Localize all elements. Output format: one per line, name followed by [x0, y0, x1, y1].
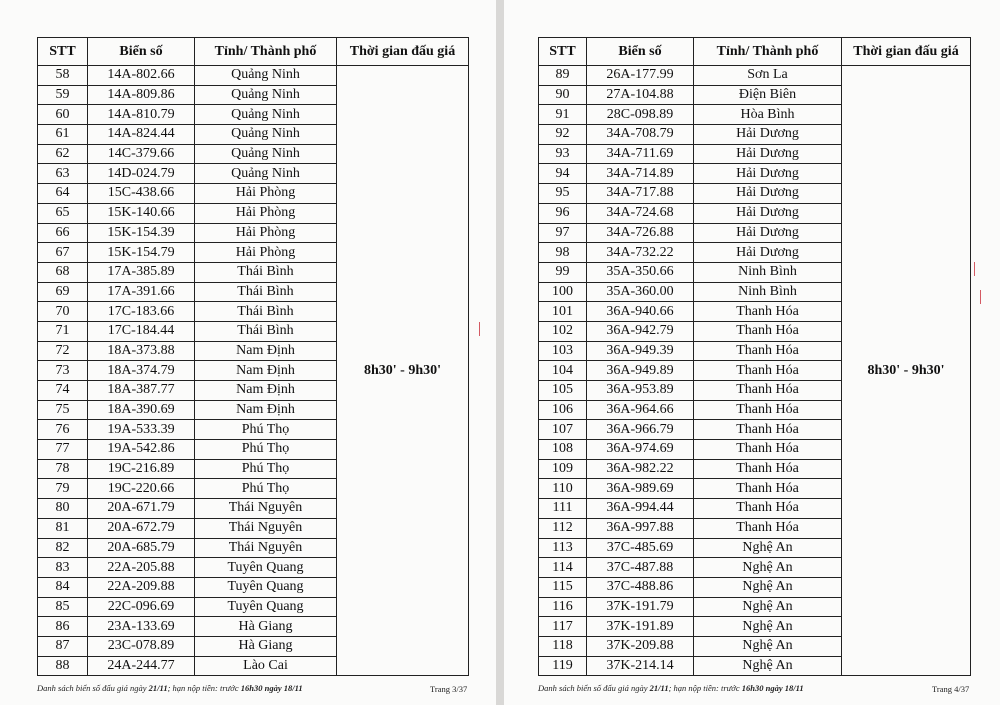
- header-plate-number: Biển số: [587, 38, 694, 66]
- cell-plate-number: 15K-140.66: [88, 203, 195, 223]
- cell-plate-number: 36A-997.88: [587, 518, 694, 538]
- cell-stt: 72: [38, 341, 88, 361]
- cell-plate-number: 17A-391.66: [88, 282, 195, 302]
- cell-province: Nam Định: [195, 361, 337, 381]
- cell-stt: 66: [38, 223, 88, 243]
- cell-province: Thanh Hóa: [694, 420, 842, 440]
- cell-province: Quảng Ninh: [195, 105, 337, 125]
- cell-stt: 63: [38, 164, 88, 184]
- cell-stt: 109: [539, 459, 587, 479]
- cell-stt: 110: [539, 479, 587, 499]
- cell-province: Hòa Bình: [694, 105, 842, 125]
- cell-stt: 93: [539, 144, 587, 164]
- cell-plate-number: 20A-685.79: [88, 538, 195, 558]
- cell-plate-number: 20A-672.79: [88, 518, 195, 538]
- cell-plate-number: 14C-379.66: [88, 144, 195, 164]
- cell-province: Quảng Ninh: [195, 85, 337, 105]
- cell-stt: 100: [539, 282, 587, 302]
- cell-plate-number: 34A-726.88: [587, 223, 694, 243]
- cell-plate-number: 36A-940.66: [587, 302, 694, 322]
- table-header-row: [38, 38, 469, 66]
- cell-stt: 117: [539, 617, 587, 637]
- cell-plate-number: 14D-024.79: [88, 164, 195, 184]
- cell-province: Thanh Hóa: [694, 302, 842, 322]
- cell-province: Thái Bình: [195, 302, 337, 322]
- cell-plate-number: 36A-989.69: [587, 479, 694, 499]
- cell-province: Hải Dương: [694, 164, 842, 184]
- cell-plate-number: 36A-982.22: [587, 459, 694, 479]
- cell-stt: 119: [539, 656, 587, 676]
- cell-province: Thái Bình: [195, 321, 337, 341]
- cell-stt: 84: [38, 577, 88, 597]
- plate-table: [538, 37, 971, 676]
- auction-time-slot: 8h30' - 9h30': [337, 66, 469, 676]
- cell-province: Thái Nguyên: [195, 538, 337, 558]
- cell-stt: 60: [38, 105, 88, 125]
- cell-province: Nam Định: [195, 341, 337, 361]
- cell-province: Hải Dương: [694, 203, 842, 223]
- cell-plate-number: 22A-205.88: [88, 558, 195, 578]
- cell-plate-number: 37K-191.79: [587, 597, 694, 617]
- cell-province: Nghệ An: [694, 597, 842, 617]
- cell-plate-number: 18A-387.77: [88, 381, 195, 401]
- cell-plate-number: 23C-078.89: [88, 636, 195, 656]
- cell-stt: 91: [539, 105, 587, 125]
- table-row: [539, 66, 971, 86]
- cell-plate-number: 36A-964.66: [587, 400, 694, 420]
- cell-plate-number: 15K-154.39: [88, 223, 195, 243]
- cell-stt: 78: [38, 459, 88, 479]
- cell-stt: 74: [38, 381, 88, 401]
- cell-province: Thanh Hóa: [694, 499, 842, 519]
- page-footer-note: [538, 683, 804, 693]
- cell-stt: 73: [38, 361, 88, 381]
- header-auction-time: Thời gian đấu giá: [337, 38, 469, 66]
- document-page-right: [504, 0, 1000, 705]
- cell-province: Thanh Hóa: [694, 400, 842, 420]
- cell-stt: 102: [539, 321, 587, 341]
- cell-plate-number: 37K-214.14: [587, 656, 694, 676]
- cell-province: Hải Phòng: [195, 184, 337, 204]
- header-plate-number: Biển số: [88, 38, 195, 66]
- red-ink-mark: [980, 290, 986, 304]
- cell-plate-number: 19C-220.66: [88, 479, 195, 499]
- cell-stt: 94: [539, 164, 587, 184]
- cell-stt: 99: [539, 262, 587, 282]
- cell-province: Ninh Bình: [694, 262, 842, 282]
- cell-stt: 113: [539, 538, 587, 558]
- page-number: Trang 4/37: [932, 684, 970, 694]
- cell-plate-number: 36A-953.89: [587, 381, 694, 401]
- cell-province: Thanh Hóa: [694, 341, 842, 361]
- cell-stt: 90: [539, 85, 587, 105]
- cell-stt: 64: [38, 184, 88, 204]
- cell-plate-number: 26A-177.99: [587, 66, 694, 86]
- cell-plate-number: 23A-133.69: [88, 617, 195, 637]
- cell-province: Nghệ An: [694, 538, 842, 558]
- cell-province: Thanh Hóa: [694, 381, 842, 401]
- page-footer-note: [37, 683, 303, 693]
- cell-province: Ninh Bình: [694, 282, 842, 302]
- cell-province: Hải Phòng: [195, 223, 337, 243]
- plate-table: [37, 37, 469, 676]
- cell-province: Nghệ An: [694, 656, 842, 676]
- cell-stt: 96: [539, 203, 587, 223]
- footer-auction-date: 21/11: [148, 683, 168, 693]
- cell-plate-number: 37K-191.89: [587, 617, 694, 637]
- cell-plate-number: 22A-209.88: [88, 577, 195, 597]
- cell-plate-number: 36A-994.44: [587, 499, 694, 519]
- cell-province: Hải Dương: [694, 223, 842, 243]
- cell-province: Thái Bình: [195, 282, 337, 302]
- cell-stt: 97: [539, 223, 587, 243]
- cell-plate-number: 36A-974.69: [587, 440, 694, 460]
- cell-plate-number: 36A-949.89: [587, 361, 694, 381]
- cell-province: Tuyên Quang: [195, 577, 337, 597]
- page-gutter: [496, 0, 504, 705]
- cell-province: Thanh Hóa: [694, 518, 842, 538]
- cell-stt: 106: [539, 400, 587, 420]
- cell-stt: 61: [38, 125, 88, 145]
- cell-stt: 59: [38, 85, 88, 105]
- table-row: [38, 66, 469, 86]
- red-ink-mark: [974, 262, 980, 276]
- cell-stt: 116: [539, 597, 587, 617]
- cell-stt: 76: [38, 420, 88, 440]
- cell-plate-number: 35A-360.00: [587, 282, 694, 302]
- cell-stt: 89: [539, 66, 587, 86]
- header-province: Tỉnh/ Thành phố: [195, 38, 337, 66]
- cell-plate-number: 22C-096.69: [88, 597, 195, 617]
- cell-stt: 104: [539, 361, 587, 381]
- cell-stt: 105: [539, 381, 587, 401]
- cell-province: Nghệ An: [694, 577, 842, 597]
- document-page-left: [0, 0, 496, 705]
- cell-province: Điện Biên: [694, 85, 842, 105]
- cell-province: Thanh Hóa: [694, 361, 842, 381]
- cell-stt: 87: [38, 636, 88, 656]
- footer-prefix: Danh sách biển số đấu giá ngày: [37, 683, 149, 693]
- cell-province: Hải Dương: [694, 144, 842, 164]
- header-province: Tỉnh/ Thành phố: [694, 38, 842, 66]
- footer-payment-deadline: 16h30 ngày 18/11: [240, 683, 303, 693]
- cell-plate-number: 37C-485.69: [587, 538, 694, 558]
- cell-stt: 68: [38, 262, 88, 282]
- page-number: Trang 3/37: [430, 684, 468, 694]
- cell-stt: 82: [38, 538, 88, 558]
- cell-province: Nam Định: [195, 381, 337, 401]
- cell-plate-number: 19A-533.39: [88, 420, 195, 440]
- cell-plate-number: 20A-671.79: [88, 499, 195, 519]
- cell-province: Sơn La: [694, 66, 842, 86]
- cell-plate-number: 15K-154.79: [88, 243, 195, 263]
- cell-plate-number: 14A-802.66: [88, 66, 195, 86]
- cell-plate-number: 14A-810.79: [88, 105, 195, 125]
- cell-stt: 101: [539, 302, 587, 322]
- table-header-row: [539, 38, 971, 66]
- cell-province: Nghệ An: [694, 558, 842, 578]
- cell-stt: 115: [539, 577, 587, 597]
- cell-plate-number: 36A-942.79: [587, 321, 694, 341]
- cell-stt: 71: [38, 321, 88, 341]
- cell-plate-number: 14A-824.44: [88, 125, 195, 145]
- footer-payment-deadline: 16h30 ngày 18/11: [741, 683, 804, 693]
- cell-province: Nghệ An: [694, 617, 842, 637]
- header-stt: STT: [38, 38, 88, 66]
- cell-plate-number: 37C-488.86: [587, 577, 694, 597]
- cell-stt: 112: [539, 518, 587, 538]
- cell-province: Thanh Hóa: [694, 479, 842, 499]
- cell-plate-number: 28C-098.89: [587, 105, 694, 125]
- cell-plate-number: 17C-184.44: [88, 321, 195, 341]
- cell-plate-number: 36A-966.79: [587, 420, 694, 440]
- cell-stt: 77: [38, 440, 88, 460]
- cell-plate-number: 18A-373.88: [88, 341, 195, 361]
- cell-province: Quảng Ninh: [195, 144, 337, 164]
- cell-province: Thanh Hóa: [694, 321, 842, 341]
- cell-province: Hà Giang: [195, 617, 337, 637]
- cell-stt: 107: [539, 420, 587, 440]
- header-auction-time: Thời gian đấu giá: [842, 38, 971, 66]
- cell-plate-number: 17A-385.89: [88, 262, 195, 282]
- cell-province: Thái Bình: [195, 262, 337, 282]
- cell-province: Hải Phòng: [195, 243, 337, 263]
- cell-province: Phú Thọ: [195, 459, 337, 479]
- cell-plate-number: 34A-708.79: [587, 125, 694, 145]
- cell-plate-number: 34A-732.22: [587, 243, 694, 263]
- cell-plate-number: 14A-809.86: [88, 85, 195, 105]
- cell-province: Hải Dương: [694, 125, 842, 145]
- cell-stt: 83: [38, 558, 88, 578]
- cell-plate-number: 34A-717.88: [587, 184, 694, 204]
- cell-province: Tuyên Quang: [195, 558, 337, 578]
- cell-plate-number: 34A-714.89: [587, 164, 694, 184]
- cell-stt: 70: [38, 302, 88, 322]
- cell-stt: 118: [539, 636, 587, 656]
- cell-stt: 79: [38, 479, 88, 499]
- cell-plate-number: 35A-350.66: [587, 262, 694, 282]
- cell-stt: 92: [539, 125, 587, 145]
- cell-plate-number: 37K-209.88: [587, 636, 694, 656]
- cell-province: Thanh Hóa: [694, 459, 842, 479]
- cell-province: Hà Giang: [195, 636, 337, 656]
- footer-mid: ; hạn nộp tiền: trước: [167, 683, 241, 693]
- cell-plate-number: 27A-104.88: [587, 85, 694, 105]
- cell-plate-number: 19A-542.86: [88, 440, 195, 460]
- cell-province: Lào Cai: [195, 656, 337, 676]
- cell-plate-number: 34A-711.69: [587, 144, 694, 164]
- cell-province: Thanh Hóa: [694, 440, 842, 460]
- cell-province: Nam Định: [195, 400, 337, 420]
- cell-stt: 85: [38, 597, 88, 617]
- cell-stt: 88: [38, 656, 88, 676]
- cell-province: Hải Dương: [694, 243, 842, 263]
- cell-stt: 62: [38, 144, 88, 164]
- cell-plate-number: 18A-390.69: [88, 400, 195, 420]
- cell-province: Quảng Ninh: [195, 66, 337, 86]
- auction-time-slot: 8h30' - 9h30': [842, 66, 971, 676]
- cell-stt: 98: [539, 243, 587, 263]
- cell-plate-number: 36A-949.39: [587, 341, 694, 361]
- cell-province: Phú Thọ: [195, 440, 337, 460]
- cell-stt: 67: [38, 243, 88, 263]
- cell-province: Thái Nguyên: [195, 499, 337, 519]
- cell-plate-number: 34A-724.68: [587, 203, 694, 223]
- cell-plate-number: 24A-244.77: [88, 656, 195, 676]
- header-stt: STT: [539, 38, 587, 66]
- cell-stt: 75: [38, 400, 88, 420]
- cell-province: Phú Thọ: [195, 420, 337, 440]
- cell-province: Quảng Ninh: [195, 125, 337, 145]
- cell-stt: 95: [539, 184, 587, 204]
- cell-stt: 69: [38, 282, 88, 302]
- cell-plate-number: 18A-374.79: [88, 361, 195, 381]
- cell-province: Hải Phòng: [195, 203, 337, 223]
- footer-prefix: Danh sách biển số đấu giá ngày: [538, 683, 650, 693]
- cell-province: Hải Dương: [694, 184, 842, 204]
- cell-province: Nghệ An: [694, 636, 842, 656]
- cell-stt: 86: [38, 617, 88, 637]
- cell-stt: 103: [539, 341, 587, 361]
- footer-auction-date: 21/11: [649, 683, 669, 693]
- cell-plate-number: 17C-183.66: [88, 302, 195, 322]
- cell-province: Thái Nguyên: [195, 518, 337, 538]
- cell-stt: 108: [539, 440, 587, 460]
- cell-stt: 80: [38, 499, 88, 519]
- red-ink-mark: [479, 322, 485, 336]
- cell-plate-number: 37C-487.88: [587, 558, 694, 578]
- cell-stt: 58: [38, 66, 88, 86]
- cell-province: Tuyên Quang: [195, 597, 337, 617]
- footer-mid: ; hạn nộp tiền: trước: [668, 683, 742, 693]
- cell-stt: 114: [539, 558, 587, 578]
- cell-province: Quảng Ninh: [195, 164, 337, 184]
- cell-province: Phú Thọ: [195, 479, 337, 499]
- cell-stt: 81: [38, 518, 88, 538]
- cell-stt: 111: [539, 499, 587, 519]
- cell-plate-number: 15C-438.66: [88, 184, 195, 204]
- cell-plate-number: 19C-216.89: [88, 459, 195, 479]
- cell-stt: 65: [38, 203, 88, 223]
